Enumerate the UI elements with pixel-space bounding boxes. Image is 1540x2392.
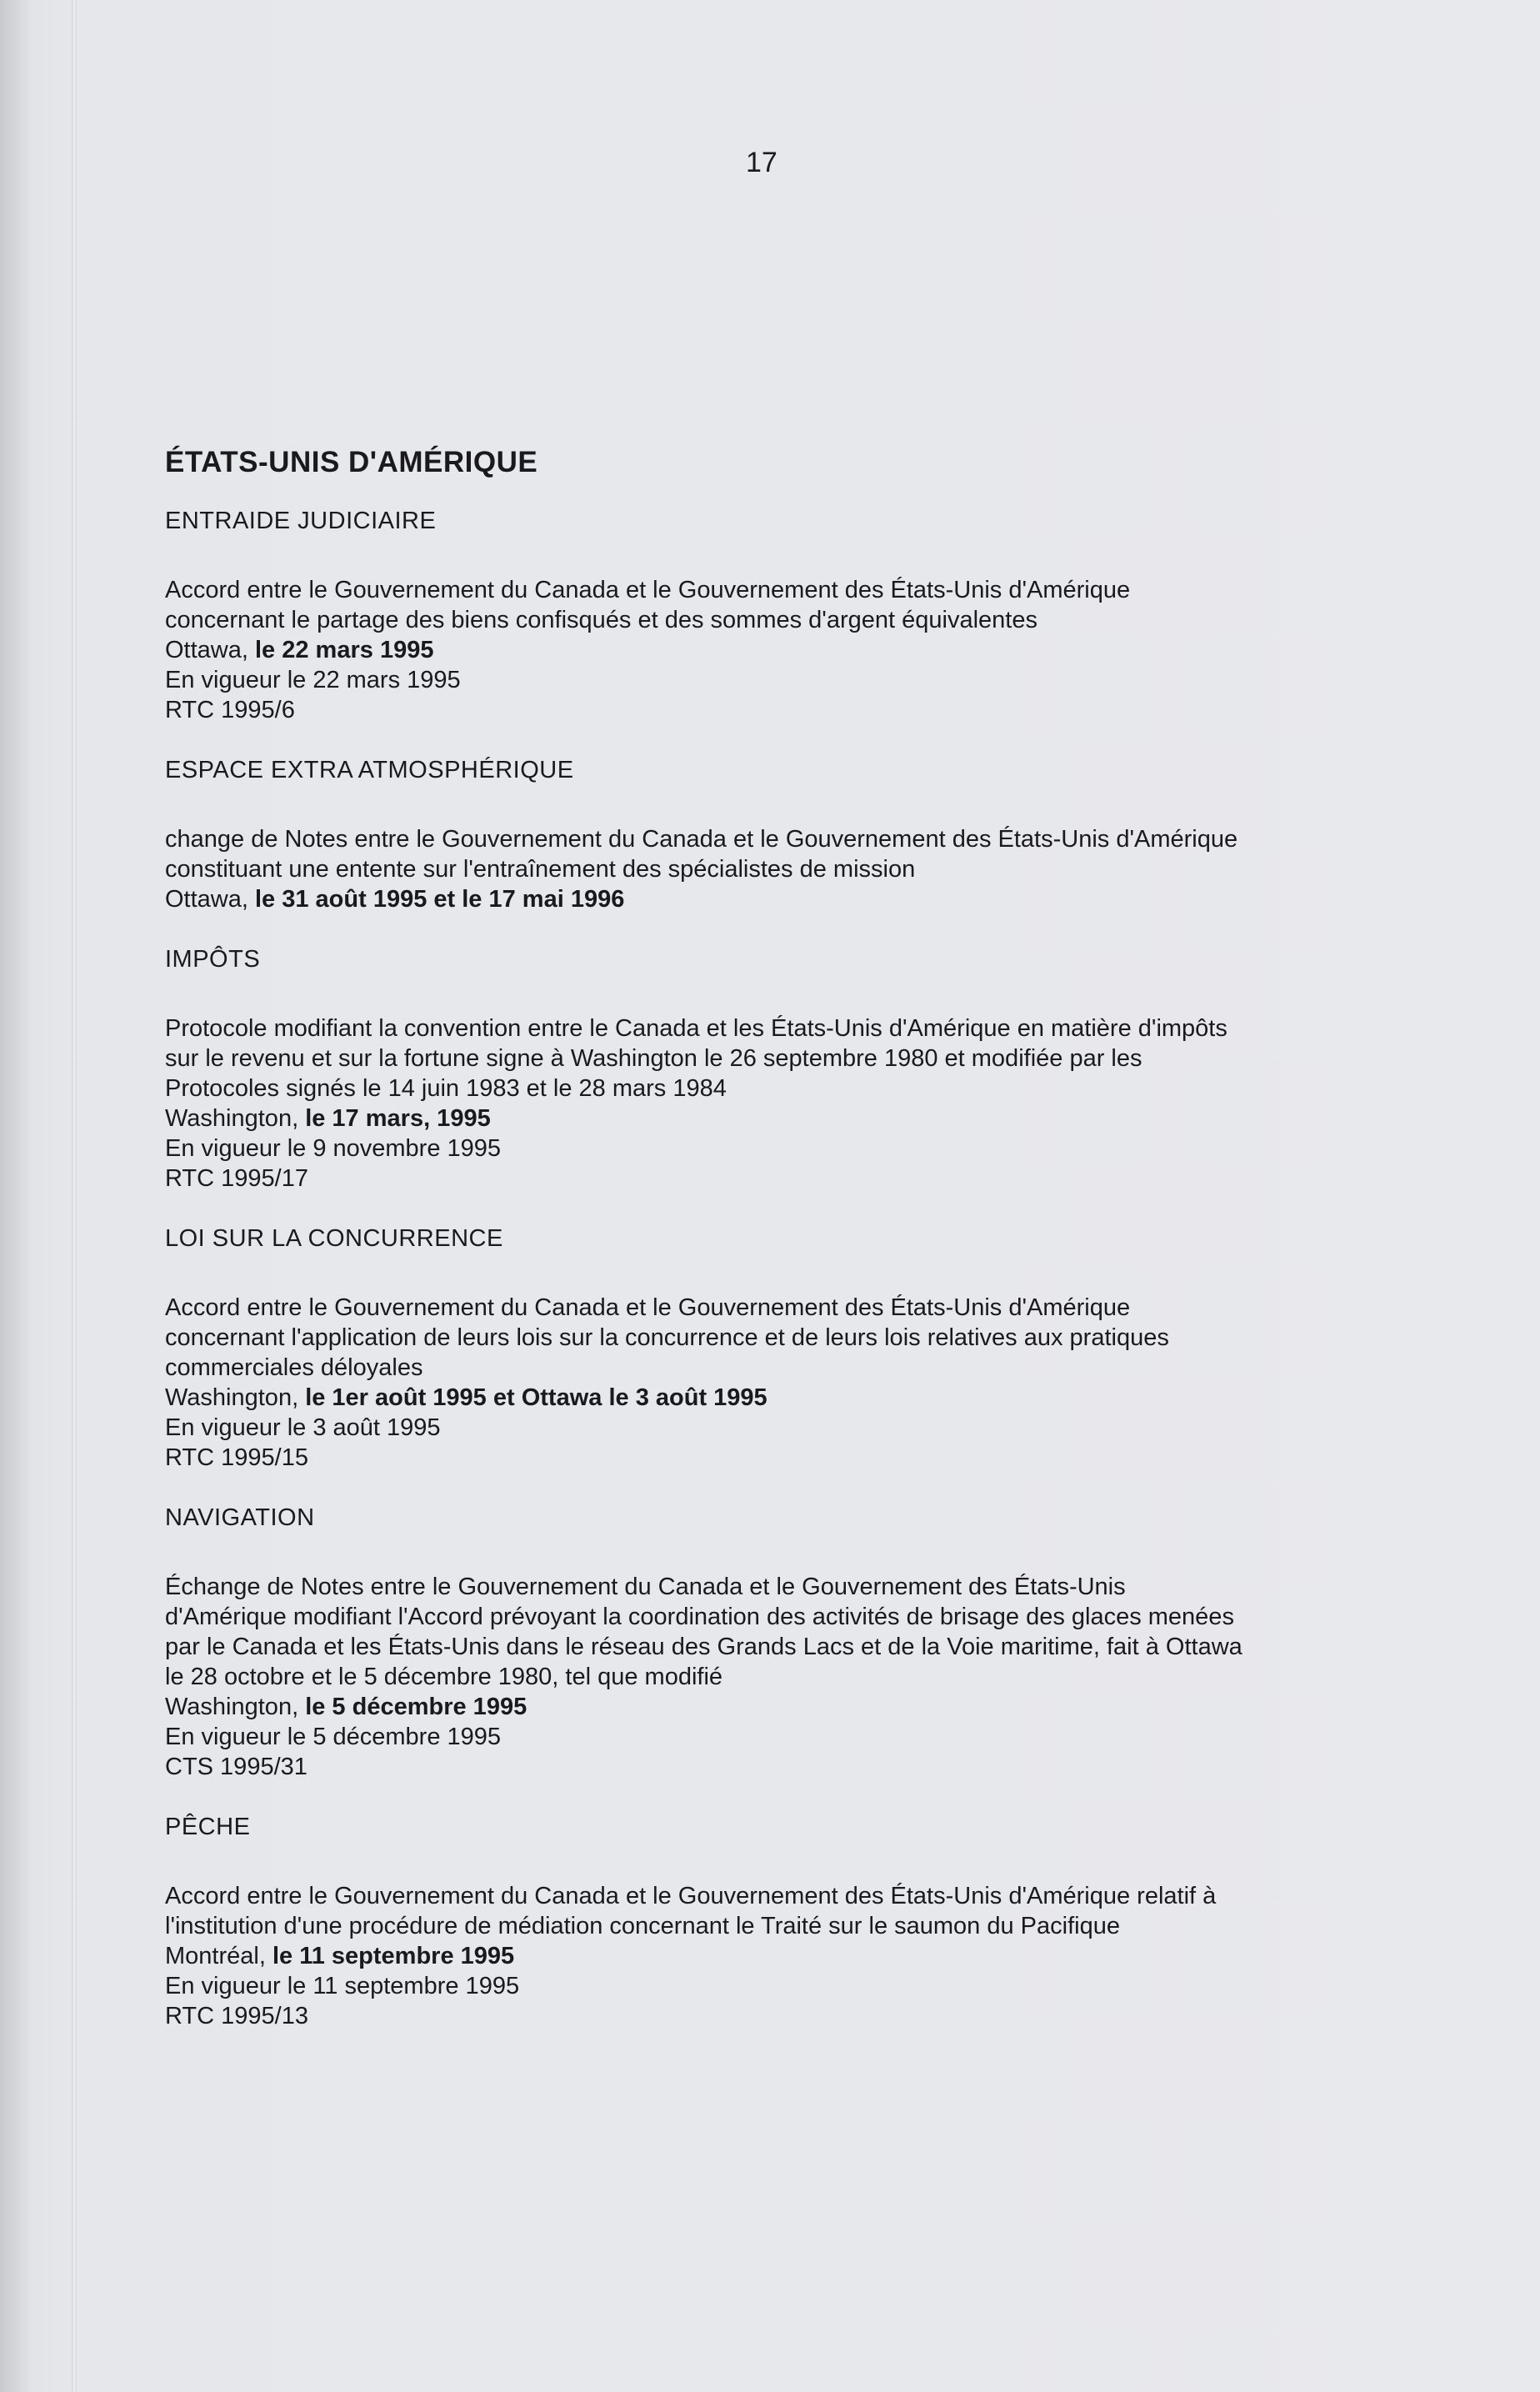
treaty-section — [165, 1504, 1415, 1782]
treaty-description-line: Protocoles signés le 14 juin 1983 et le 28 mars 1984 — [165, 1075, 727, 1102]
signature-place-date — [165, 1941, 1415, 1971]
signature-place: Washington, — [165, 1105, 306, 1132]
treaty-description-line: d'Amérique modifiant l'Accord prévoyant la coordination des activités de brisage des glaces menées — [165, 1604, 1234, 1630]
section-title: NAVIGATION — [165, 1504, 315, 1531]
treaty-description-line: change de Notes entre le Gouvernement du Canada et le Gouvernement des États-Unis d'Amérique — [165, 826, 1238, 853]
treaty-entry — [165, 575, 1415, 725]
treaty-section — [165, 508, 1415, 725]
signature-place: Washington, — [165, 1384, 306, 1411]
signature-place-date — [165, 1692, 1415, 1722]
section-title: PÊCHE — [165, 1814, 251, 1840]
signature-place-date — [165, 1383, 1415, 1413]
treaty-entry — [165, 1013, 1415, 1193]
treaty-description-line: constituant une entente sur l'entraînement des spécialistes de mission — [165, 856, 916, 883]
treaty-description-line: Protocole modifiant la convention entre le Canada et les États-Unis d'Amérique en matière d'impôts — [165, 1015, 1228, 1042]
treaty-series-reference: RTC 1995/6 — [165, 697, 295, 723]
treaty-section — [165, 946, 1415, 1193]
signature-place-date — [165, 1103, 1415, 1133]
signature-place-date — [165, 884, 1415, 914]
entry-into-force: En vigueur le 3 août 1995 — [165, 1414, 441, 1441]
signature-date: le 17 mars, 1995 — [305, 1105, 491, 1132]
signature-place: Ottawa, — [165, 886, 255, 913]
binding-edge — [72, 0, 77, 2392]
signature-date: le 1er août 1995 et Ottawa le 3 août 1995 — [305, 1384, 768, 1411]
country-heading: ÉTATS-UNIS D'AMÉRIQUE — [165, 446, 538, 478]
treaty-description-line: Accord entre le Gouvernement du Canada et le Gouvernement des États-Unis d'Amérique relatif à — [165, 1883, 1217, 1909]
signature-place: Montréal, — [165, 1943, 272, 1969]
treaty-description-line: par le Canada et les États-Unis dans le réseau des Grands Lacs et de la Voie maritime, fait à Ottawa — [165, 1634, 1242, 1660]
section-title: ENTRAIDE JUDICIAIRE — [165, 508, 437, 534]
signature-place: Ottawa, — [165, 637, 255, 663]
treaty-section — [165, 1814, 1415, 2031]
treaty-series-reference: RTC 1995/13 — [165, 2003, 308, 2029]
treaty-description-line: Accord entre le Gouvernement du Canada et le Gouvernement des États-Unis d'Amérique — [165, 577, 1131, 603]
treaty-description-line: Accord entre le Gouvernement du Canada et le Gouvernement des États-Unis d'Amérique — [165, 1294, 1131, 1321]
treaty-series-reference: RTC 1995/15 — [165, 1444, 308, 1471]
treaty-section — [165, 757, 1415, 914]
treaty-sections — [165, 508, 1415, 2031]
signature-place: Washington, — [165, 1694, 306, 1720]
entry-into-force: En vigueur le 11 septembre 1995 — [165, 1973, 520, 1999]
treaty-description-line: concernant le partage des biens confisqués et des sommes d'argent équivalentes — [165, 607, 1038, 633]
treaty-entry — [165, 824, 1415, 914]
signature-date: le 11 septembre 1995 — [272, 1943, 515, 1969]
signature-date: le 22 mars 1995 — [255, 637, 434, 663]
section-title: LOI SUR LA CONCURRENCE — [165, 1225, 503, 1252]
treaty-description-line: commerciales déloyales — [165, 1354, 423, 1381]
treaty-entry — [165, 1293, 1415, 1473]
treaty-entry — [165, 1572, 1415, 1782]
treaty-description-line: l'institution d'une procédure de médiation concernant le Traité sur le saumon du Pacifique — [165, 1913, 1120, 1939]
treaty-description-line: Échange de Notes entre le Gouvernement du Canada et le Gouvernement des États-Unis — [165, 1574, 1126, 1600]
treaty-entry — [165, 1881, 1415, 2031]
entry-into-force: En vigueur le 5 décembre 1995 — [165, 1724, 502, 1750]
signature-place-date — [165, 635, 1415, 665]
section-title: IMPÔTS — [165, 946, 261, 973]
treaty-description-line: concernant l'application de leurs lois sur la concurrence et de leurs lois relatives aux pratiques — [165, 1324, 1169, 1351]
document-body — [165, 446, 1415, 2063]
treaty-series-reference: RTC 1995/17 — [165, 1165, 308, 1192]
signature-date: le 5 décembre 1995 — [305, 1694, 528, 1720]
entry-into-force: En vigueur le 9 novembre 1995 — [165, 1135, 502, 1162]
treaty-series-reference: CTS 1995/31 — [165, 1754, 308, 1780]
page-number: 17 — [746, 147, 778, 178]
entry-into-force: En vigueur le 22 mars 1995 — [165, 667, 461, 693]
section-title: ESPACE EXTRA ATMOSPHÉRIQUE — [165, 757, 574, 783]
treaty-section — [165, 1225, 1415, 1473]
signature-date: le 31 août 1995 et le 17 mai 1996 — [255, 886, 625, 913]
treaty-description-line: le 28 octobre et le 5 décembre 1980, tel que modifié — [165, 1664, 723, 1690]
treaty-description-line: sur le revenu et sur la fortune signe à Washington le 26 septembre 1980 et modifiée par les — [165, 1045, 1142, 1072]
